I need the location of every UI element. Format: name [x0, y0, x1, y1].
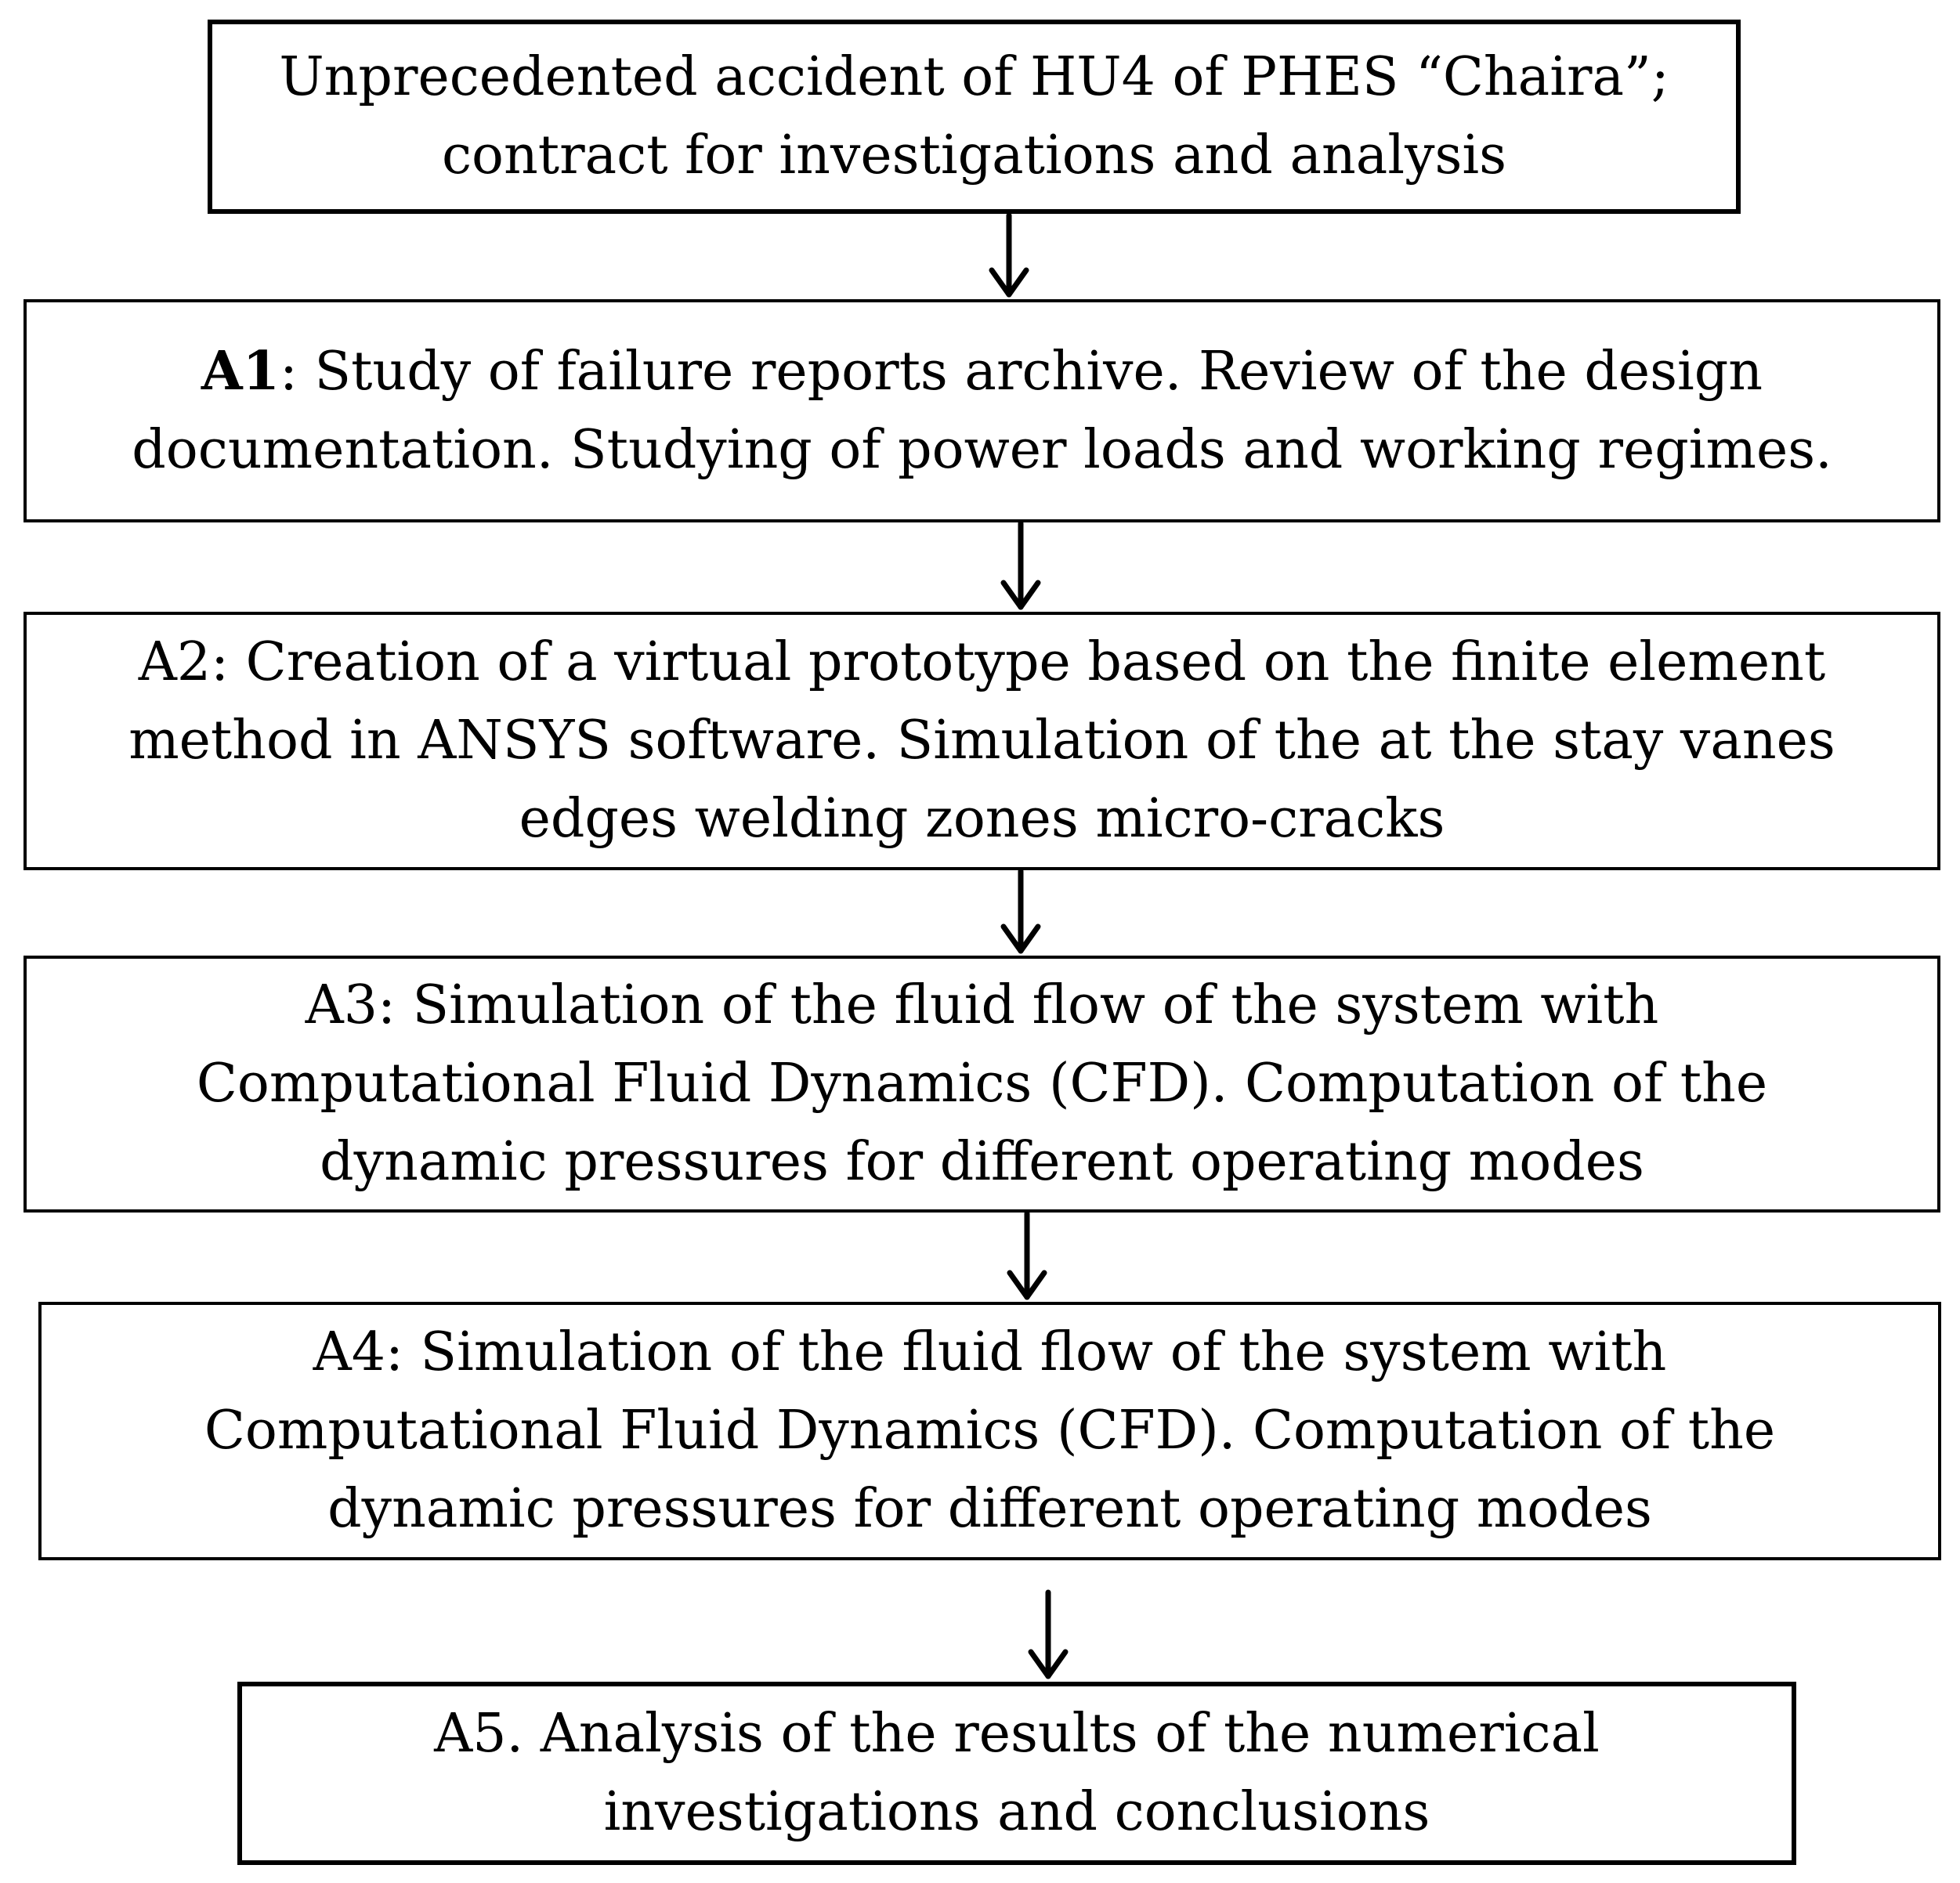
step-a3-line-2: Computational Fluid Dynamics (CFD). Computation of the — [196, 1053, 1768, 1115]
step-a4-box — [38, 1302, 1941, 1560]
arrow-a1-to-a2 — [1004, 523, 1038, 607]
step-a4-line-3: dynamic pressures for different operating modes — [327, 1478, 1652, 1540]
step-a4-line-2: Computational Fluid Dynamics (CFD). Computation of the — [204, 1400, 1776, 1462]
step-a2-line-2: method in ANSYS software. Simulation of the at the stay vanes — [128, 710, 1835, 772]
arrow-a4-to-a5 — [1031, 1592, 1065, 1676]
step-a3-line-1: A3: Simulation of the fluid flow of the system with — [305, 974, 1659, 1036]
arrow-a3-to-a4 — [1010, 1213, 1044, 1297]
step-a3-line-3: dynamic pressures for different operating modes — [320, 1131, 1644, 1193]
step-a2-line-3: edges welding zones micro-cracks — [519, 788, 1445, 850]
step-a1-line-2: documentation. Studying of power loads and working regimes. — [132, 419, 1832, 481]
step-a5-line-2: investigations and conclusions — [603, 1781, 1430, 1843]
arrow-a2-to-a3 — [1004, 871, 1038, 951]
step-a5-line-1: A5. Analysis of the results of the numerical — [434, 1703, 1600, 1765]
step-a2-line-1: A2: Creation of a virtual prototype based on the finite element — [138, 631, 1826, 693]
step-start-line-1: Unprecedented accident of HU4 of PHES “Chaira”; — [279, 46, 1669, 108]
step-a3-box — [24, 956, 1940, 1213]
step-a2-box — [24, 612, 1940, 870]
step-a1-box — [24, 299, 1940, 522]
step-a1-label: A1 — [201, 340, 280, 403]
step-start-line-2: contract for investigations and analysis — [441, 125, 1507, 186]
step-a4-line-1: A4: Simulation of the fluid flow of the system with — [313, 1321, 1667, 1383]
step-start-box — [208, 20, 1741, 214]
arrow-start-to-a1 — [992, 215, 1026, 295]
step-a5-box — [237, 1682, 1796, 1865]
step-a1-line-1 — [201, 332, 1763, 411]
step-a1-line-1-text: : Study of failure reports archive. Review of the design — [279, 341, 1763, 403]
